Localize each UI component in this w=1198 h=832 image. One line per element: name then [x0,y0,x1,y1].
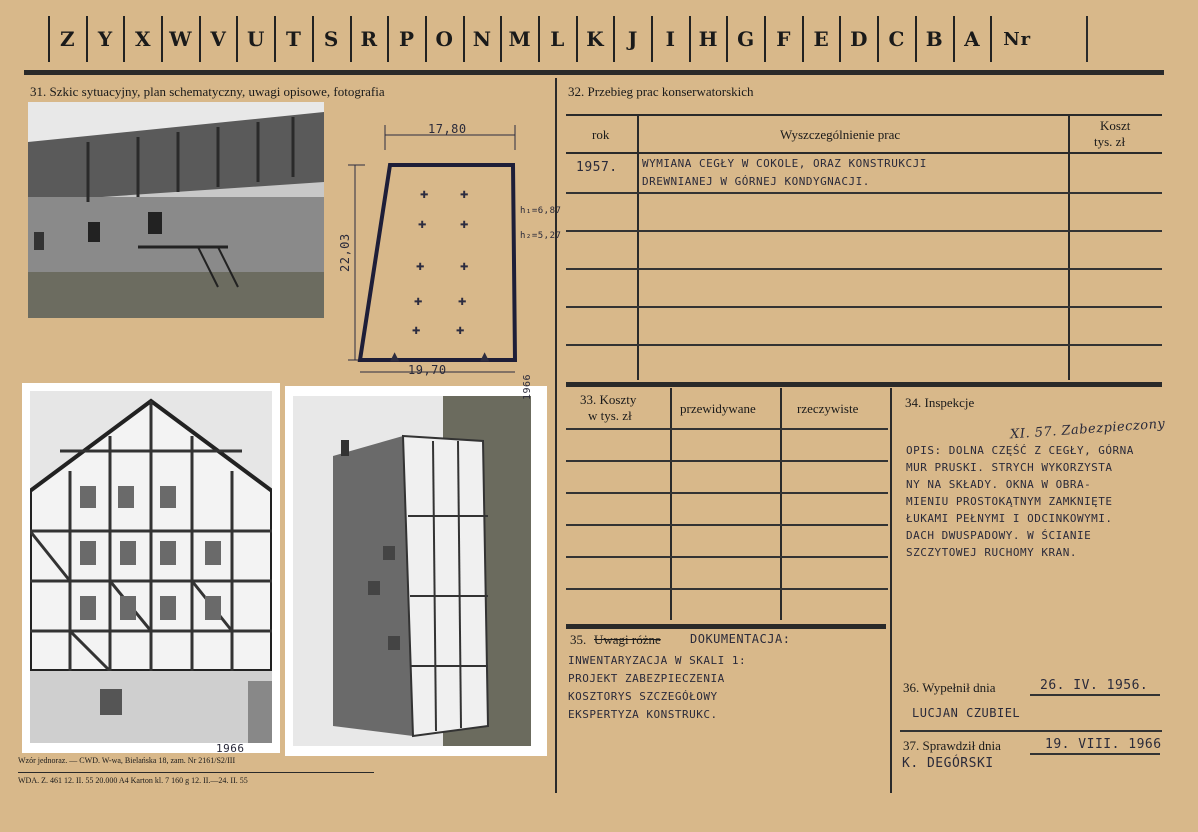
photo-gable-wall [22,383,280,753]
letter-row-end-divider [1086,16,1088,62]
letter-cell-w: W [161,16,199,62]
photo-building-side-image [28,102,324,318]
sketch-bottom-dimension: 19,70 [408,363,447,377]
s34-inspection-note: XI. 57. Zabezpieczony [1009,416,1166,443]
footer-rule [18,772,374,773]
letter-cell-y: Y [86,16,124,62]
letter-cell-n: N [463,16,501,62]
svg-text:✚: ✚ [412,326,421,337]
s37-date: 19. VIII. 1966 [1045,737,1162,752]
s34-opis-line: MIENIU PROSTOKĄTNYM ZAMKNIĘTE [906,495,1113,508]
svg-text:✚: ✚ [460,220,469,231]
s35-doc-line: EKSPERTYZA KONSTRUKC. [568,708,718,721]
s34-opis-line: DACH DWUSPADOWY. W ŚCIANIE [906,529,1092,542]
s33-s34-divider [890,388,892,793]
letter-cell-j: J [613,16,651,62]
s33-label-1: 33. Koszty [580,392,637,407]
footer-line-2: WDA. Z. 461 12. II. 55 20.000 A4 Karton kl. 7 160 g 12. II.—24. II. 55 [18,776,248,785]
s33-row-line [566,460,888,462]
s35-doc-line: INWENTARYZACJA W SKALI 1: [568,654,747,667]
sketch-top-dimension: 17,80 [428,122,467,136]
s32-row-line [566,306,1162,308]
s36-date-line [1030,694,1160,696]
s34-opis-line: MUR PRUSKI. STRYCH WYKORZYSTA [906,461,1113,474]
s32-row-line [566,192,1162,194]
svg-text:✚: ✚ [414,297,423,308]
photo-year-1: 1966 [216,742,245,755]
svg-text:✚: ✚ [416,262,425,273]
letter-cell-a: A [953,16,991,62]
sketch-h1: h₁=6,87 [520,206,562,216]
s36-name: LUCJAN CZUBIEL [912,706,1021,720]
svg-text:▲: ▲ [390,349,400,363]
letter-cell-z: Z [48,16,86,62]
s35-label-struck: Uwagi różne [594,632,661,647]
section-37-label: 37. Sprawdził dnia [903,738,1001,753]
s32-top-rule [566,114,1162,116]
section-36-label: 36. Wypełnił dnia [903,680,996,695]
letter-cell-r: R [350,16,388,62]
letter-cell-b: B [915,16,953,62]
letter-cell-d: D [839,16,877,62]
letter-cell-f: F [764,16,802,62]
section-34-label: 34. Inspekcje [905,395,975,410]
letter-cell-o: O [425,16,463,62]
s33-row-line [566,428,888,430]
s32-header-rule [566,152,1162,154]
photo-long-facade-image [293,396,531,746]
s35-doc-line: KOSZTORYS SZCZEGÓŁOWY [568,690,718,703]
s36-bottom-line [900,730,1162,732]
letter-cell-t: T [274,16,312,62]
letter-cell-m: M [500,16,538,62]
s32-col-divider-2 [1068,114,1070,380]
s35-label-hand: DOKUMENTACJA: [690,632,791,646]
s32-col-koszt-2: tys. zł [1094,134,1126,149]
s33-row-line [566,492,888,494]
s32-entry-line2: DREWNIANEJ W GÓRNEJ KONDYGNACJI. [642,175,870,188]
photo-gable-wall-image [30,391,272,743]
letter-cell-k: K [576,16,614,62]
s32-bottom-rule [566,382,1162,387]
s32-entry-line1: WYMIANA CEGŁY W COKOLE, ORAZ KONSTRUKCJI [642,157,927,170]
letter-cell-v: V [199,16,237,62]
letter-cell-i: I [651,16,689,62]
s35-doc-line: PROJEKT ZABEZPIECZENIA [568,672,725,685]
s35-label-prefix: 35. [570,632,587,647]
letter-index-row [48,16,1042,62]
letter-cell-u: U [236,16,274,62]
s33-row-line [566,588,888,590]
s32-col-rok: rok [592,127,610,142]
sketch-side-dimension: 22,03 [338,233,352,272]
s32-row-line [566,268,1162,270]
s34-opis-line: ŁUKAMI PEŁNYMI I ODCINKOWYMI. [906,512,1113,525]
letter-cell-s: S [312,16,350,62]
letter-cell-c: C [877,16,915,62]
s34-opis-line: NY NA SKŁADY. OKNA W OBRA- [906,478,1092,491]
svg-text:✚: ✚ [420,190,429,201]
letter-cell-l: L [538,16,576,62]
s32-row-line [566,344,1162,346]
s32-row-line [566,230,1162,232]
main-vertical-divider [555,78,557,793]
letter-cell-h: H [689,16,727,62]
s34-opis-line: SZCZYTOWEJ RUCHOMY KRAN. [906,546,1077,559]
svg-text:✚: ✚ [460,262,469,273]
s33-col-przewidywane: przewidywane [680,401,756,416]
section-31-label: 31. Szkic sytuacyjny, plan schematyczny, uwagi opisowe, fotografia [30,84,385,99]
photo-long-facade [285,386,547,756]
s33-col-divider-1 [670,388,672,620]
s33-label-2: w tys. zł [588,408,632,423]
s33-row-line [566,524,888,526]
photo-year-2: 1966 [522,373,533,400]
letter-cell-g: G [726,16,764,62]
photo-building-side [28,102,324,318]
letter-cell-p: P [387,16,425,62]
section-32-label: 32. Przebieg prac konserwatorskich [568,84,754,99]
letter-cell-x: X [123,16,161,62]
header-rule [24,70,1164,75]
s37-name: K. DEGÓRSKI [902,756,994,771]
sketch-h2: h₂=5,27 [520,231,562,241]
letter-cell-nr: Nr [990,16,1042,62]
s33-col-rzeczywiste: rzeczywiste [797,401,859,416]
s32-col-divider-1 [637,114,639,380]
s32-col-koszt-1: Koszt [1100,118,1131,133]
s32-entry-year: 1957. [576,160,618,175]
s32-col-prace: Wyszczególnienie prac [780,127,901,142]
plan-sketch [330,110,550,380]
letter-cell-e: E [802,16,840,62]
svg-text:✚: ✚ [418,220,427,231]
s37-date-line [1030,753,1160,755]
s36-date: 26. IV. 1956. [1040,678,1149,693]
s34-opis-line: OPIS: DOLNA CZĘŚĆ Z CEGŁY, GÓRNA [906,444,1134,457]
s33-row-line [566,556,888,558]
svg-text:✚: ✚ [458,297,467,308]
svg-text:▲: ▲ [480,349,490,363]
svg-text:✚: ✚ [460,190,469,201]
s33-col-divider-2 [780,388,782,620]
s33-bottom-rule [566,624,886,629]
footer-line-1: Wzór jednoraz. — CWD. W-wa, Bielańska 18, zam. Nr 2161/S2/III [18,756,236,765]
svg-text:✚: ✚ [456,326,465,337]
